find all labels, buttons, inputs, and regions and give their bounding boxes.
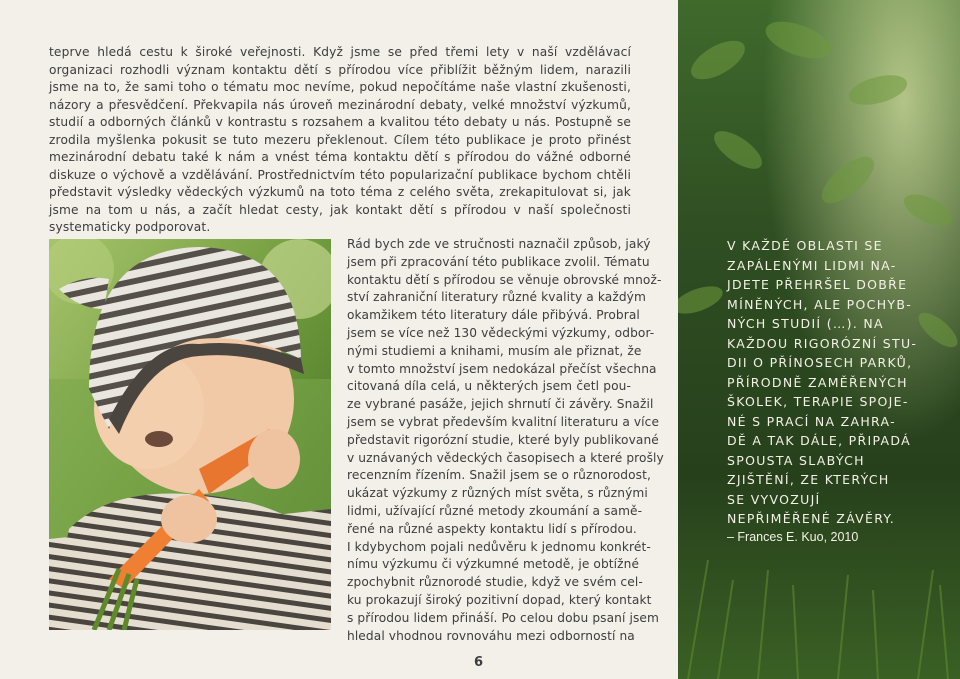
column-line: zpochybnit různorodé studie, když ve svém cel- [347, 575, 643, 590]
column-line: lidmi, užívající různé metody zkoumání a samě- [347, 503, 643, 518]
quote-line: MÍNĚNÝCH, ALE POCHYB- [727, 296, 913, 312]
quote-line: DĚ A TAK DÁLE, PŘIPADÁ [727, 433, 911, 448]
column-line: citovaná díla celá, u některých jsem četl pou- [347, 379, 631, 394]
quote-line: SPOUSTA SLABÝCH [727, 452, 865, 468]
column-line: hledal vhodnou rovnováhu mezi odborností na [347, 628, 635, 643]
intro-text-1: teprve hledá cestu k široké veřejnosti. Když jsme se před třemi lety v naší vzdělávací organizaci rozhodli význam kontaktu dětí s přírodou více přiblížit běžným lidem, narazili jsme na to, že sami toho o tématu moc nevíme, pokud nepočítáme naše vlastní zkušenosti, názory a přesvědčení. [49, 45, 631, 112]
quote-line: KAŽDOU RIGORÓZNÍ STU- [727, 335, 918, 351]
intro-paragraph [49, 44, 631, 237]
quote-line: NÉ S PRACÍ NA ZAHRA- [727, 413, 896, 429]
column-line: ku prokazují široký pozitivní dopad, který kontakt [347, 592, 652, 607]
quote-line: SE VYVOZUJÍ [727, 491, 821, 507]
column-line: řené na různé aspekty kontaktu lidí s přírodou. [347, 521, 637, 536]
quote-line: DII O PŘÍNOSECH PARKŮ, [727, 355, 913, 370]
column-line: jsem se vybrat především kvalitní literaturu a více [347, 414, 660, 429]
column-line: v tomto množství jsem nedokázal přečíst všechna [347, 361, 657, 376]
page-number: 6 [474, 655, 484, 670]
quote-line: ZAPÁLENÝMI LIDMI NA- [727, 257, 897, 273]
column-line: ukázat výzkumy z různých míst světa, s různými [347, 486, 648, 501]
column-line: recenzním řízením. Snažil jsem se o různorodost, [347, 468, 651, 483]
column-line: I kdybychom pojali nedůvěru k jednomu konkrét- [347, 539, 651, 554]
column-line: kontaktu dětí s přírodou se věnuje obrovské množ- [347, 272, 662, 287]
quote-line: ŠKOLEK, TERAPIE SPOJE- [727, 394, 909, 409]
column-line: představit rigorózní studie, které byly publikované [347, 432, 659, 447]
quote-author: – Frances E. Kuo, 2010 [727, 530, 859, 544]
column-line: jsem při zpracování této publikace zvolil. Tématu [347, 254, 650, 269]
quote-line: NÝCH STUDIÍ (…). NA [727, 316, 884, 331]
quote-line: V KAŽDÉ OBLASTI SE [727, 238, 883, 253]
column-line: ství zahraniční literatury různé kvality a každým [347, 290, 646, 305]
column-line: ze vybrané pasáže, jejich shrnutí či závěry. Snažil [347, 397, 654, 412]
quote-line: JDETE PŘEHRŠEL DOBŘE [727, 277, 908, 292]
pull-quote [727, 236, 937, 529]
column-line: nímu výzkumu či výzkumné metodě, je obtížné [347, 557, 640, 572]
quote-line: NEPŘIMĚŘENÉ ZÁVĚRY. [727, 511, 896, 526]
column-line: okamžikem této literatury dále přibývá. Probral [347, 308, 640, 323]
column-line: s přírodou lidem přináší. Po celou dobu psaní jsem [347, 610, 659, 625]
child-with-carrot-photo [49, 239, 331, 630]
body-column [347, 236, 664, 645]
column-line: v uznávaných vědeckých časopisech a které prošly [347, 450, 664, 465]
intro-text-2: Překvapila nás úroveň mezinárodní debaty, velké množství výzkumů, studií a odborných článků v kontrastu s rozsahem a kvalitou této debaty u nás. Postupně se zrodila myšlenka pokusit se tuto mezeru překlenout. Cílem této publikace je proto přinést mezinárodní debatu také k nám a vnést téma kontaktu dětí s přírodou do vážné odborné diskuze o výchově a vzdělávání. Prostřednictvím této popularizační publikace bychom chtěli představit výsledky vědeckých výzkumů na toto téma z celého světa, zrekapitulovat si, jak jsme na tom u nás, a začít hledat cesty, jak kontakt dětí s přírodou v naší společnosti systematicky podporovat. [49, 97, 632, 234]
column-line: Rád bych zde ve stručnosti naznačil způsob, jaký [347, 237, 651, 251]
column-line: nými studiemi a knihami, musím ale přiznat, že [347, 343, 642, 358]
quote-line: ZJIŠTĚNÍ, ZE KTERÝCH [727, 472, 890, 487]
column-line: jsem se více než 130 vědeckými výzkumy, odbor- [347, 325, 655, 340]
quote-line: PŘÍRODNĚ ZAMĚŘENÝCH [727, 374, 908, 390]
